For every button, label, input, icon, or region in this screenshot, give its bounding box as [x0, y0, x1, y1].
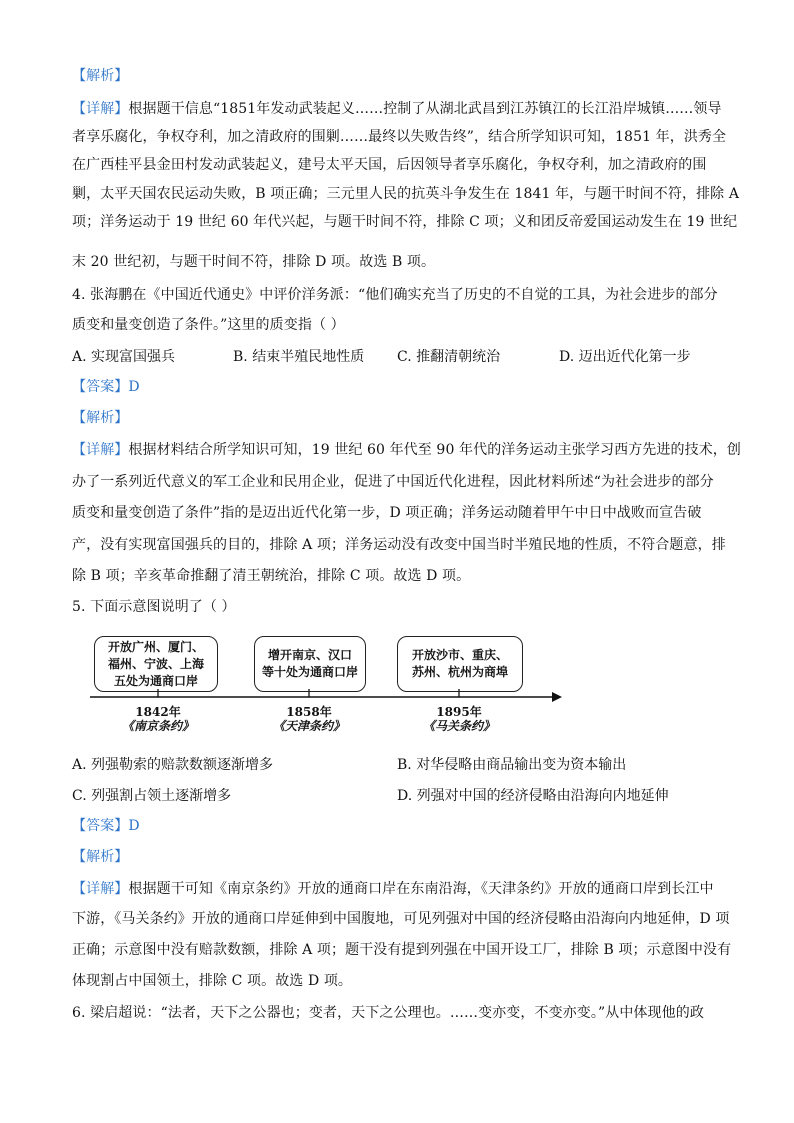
detail-line: 质变和量变创造了条件”指的是迈出近代化第一步，D 项正确；洋务运动随着甲午中日中战败而宣告破 [72, 505, 702, 521]
detail-line: 末 20 世纪初，与题干时间不符，排除 D 项。故选 B 项。 [72, 254, 436, 270]
detail-line: 正确；示意图中没有赔款数额，排除 A 项；题干没有提到列强在中国开设工厂，排除 B 项；示意图中没有 [72, 942, 732, 958]
analysis-tag: 【解析】 [72, 849, 129, 865]
answer-tag: 【答案】D [72, 818, 140, 834]
option-d: D. 迈出近代化第一步 [559, 349, 691, 365]
detail-line: 除 B 项；辛亥革命推翻了清王朝统治，排除 C 项。故选 D 项。 [72, 568, 471, 584]
detail-line: 产，没有实现富国强兵的目的，排除 A 项；洋务运动没有改变中国当时半殖民地的性质，不符合题意，排 [72, 537, 726, 553]
question-stem: 4. 张海鹏在《中国近代通史》中评价洋务派：“他们确实充当了历史的不自觉的工具，为社会进步的部分 [72, 287, 718, 303]
detail-tag: 【详解】 [72, 881, 129, 897]
answer-tag: 【答案】D [72, 379, 140, 395]
analysis-tag: 【解析】 [72, 410, 129, 426]
option-a: A. 列强勒索的赔款数额逐渐增多 [72, 757, 274, 773]
question-stem: 质变和量变创造了条件。”这里的质变指（ ） [72, 317, 345, 333]
detail-line: 项；洋务运动于 19 世纪 60 年代兴起，与题干时间不符，排除 C 项；义和团反帝爱国运动发生在 19 世纪 [72, 214, 738, 230]
detail-line: 下游，《马关条约》开放的通商口岸延伸到中国腹地，可见列强对中国的经济侵略由沿海向内地延伸，D 项 [72, 911, 730, 927]
option-b: B. 结束半殖民地性质 [233, 349, 365, 365]
analysis-tag: 【解析】 [72, 68, 129, 84]
treaty-label: 《天津条约》 [272, 719, 345, 733]
detail-tag: 【详解】 [72, 442, 129, 458]
treaty-label: 《马关条约》 [422, 719, 495, 733]
treaty-box-2: 增开南京、汉口 等十处为通商口岸 [254, 636, 366, 692]
treaty-box-1: 开放广州、厦门、 福州、宁波、上海 五处为通商口岸 [94, 636, 218, 692]
detail-line: 【详解】根据题干可知《南京条约》开放的通商口岸在东南沿海，《天津条约》开放的通商口岸到长江中 [72, 881, 714, 897]
detail-line: 【详解】根据材料结合所学知识可知，19 世纪 60 年代至 90 年代的洋务运动主张学习西方先进的技术，创 [72, 442, 741, 458]
year-label: 1842年 [135, 705, 181, 719]
detail-line: 剿，太平天国农民运动失败，B 项正确；三元里人民的抗英斗争发生在 1841 年，与题干时间不符，排除 A [72, 186, 740, 202]
year-label: 1858年 [286, 705, 332, 719]
option-b: B. 对华侵略由商品输出变为资本输出 [397, 757, 627, 773]
option-a: A. 实现富国强兵 [72, 349, 176, 365]
year-label: 1895年 [436, 705, 482, 719]
detail-line: 办了一系列近代意义的军工企业和民用企业，促进了中国近代化进程，因此材料所述“为社会进步的部分 [72, 474, 714, 490]
treaty-label: 《南京条约》 [121, 719, 194, 733]
detail-line: 【详解】根据题干信息“1851年发动武装起义……控制了从湖北武昌到江苏镇江的长江沿岸城镇……领导 [72, 101, 722, 117]
option-d: D. 列强对中国的经济侵略由沿海向内地延伸 [397, 788, 669, 804]
detail-line: 在广西桂平县金田村发动武装起义，建号太平天国，后因领导者享乐腐化，争权夺利，加之清政府的围 [72, 157, 707, 173]
question-stem: 5. 下面示意图说明了（ ） [72, 599, 236, 615]
detail-tag: 【详解】 [72, 101, 129, 117]
detail-line: 者享乐腐化，争权夺利，加之清政府的围剿……最终以失败告终”，结合所学知识可知，1851 年，洪秀全 [72, 129, 727, 145]
treaty-box-3: 开放沙市、重庆、 苏州、杭州为商埠 [397, 636, 523, 692]
option-c: C. 推翻清朝统治 [397, 349, 501, 365]
detail-line: 体现割占中国领土，排除 C 项。故选 D 项。 [72, 973, 353, 989]
option-c: C. 列强割占领土逐渐增多 [72, 788, 232, 804]
question-stem: 6. 梁启超说：“法者，天下之公器也；变者，天下之公理也。……变亦变，不变亦变。”从中体现他的政 [72, 1005, 704, 1021]
